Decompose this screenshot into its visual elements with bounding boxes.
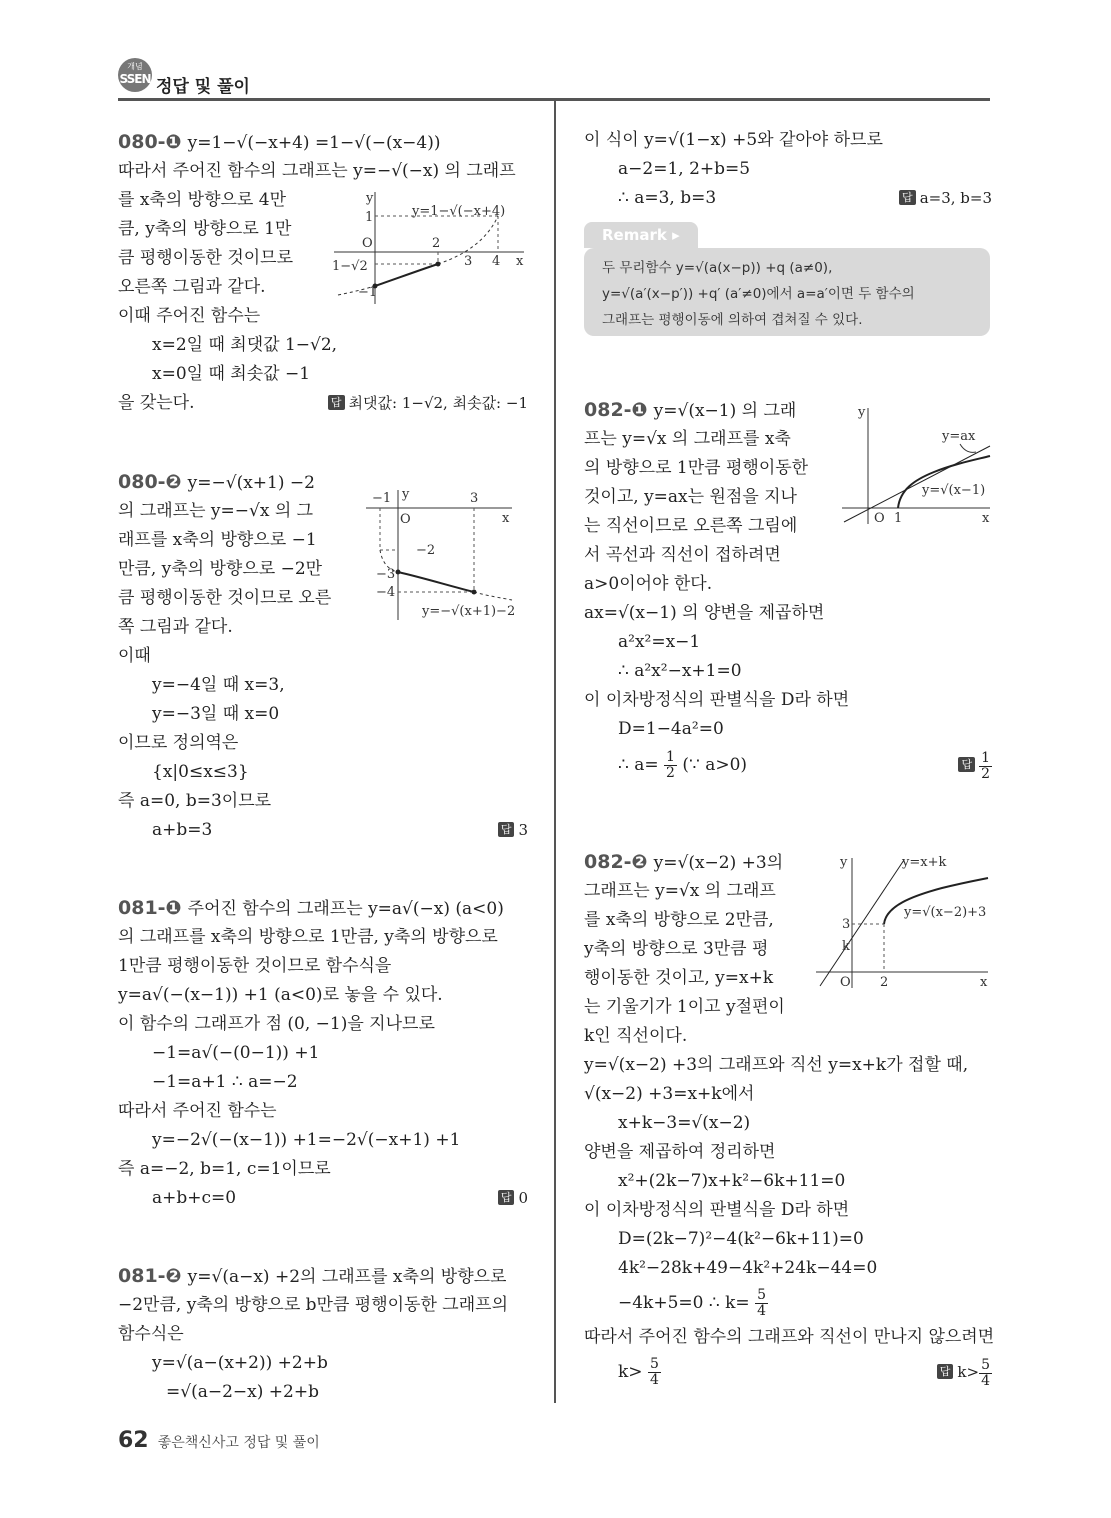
- series-badge: [118, 58, 152, 92]
- line: ∴ a=: [618, 755, 659, 775]
- remark-tag: Remark ▸: [584, 222, 698, 248]
- numerator: 5: [757, 1287, 766, 1303]
- line: 래프를 x축의 방향으로 −1: [118, 530, 317, 550]
- axis-label: x: [502, 511, 510, 526]
- problem-081-2-continued: [584, 126, 992, 213]
- line: y축의 방향으로 3만큼 평: [584, 939, 769, 959]
- line-y-x-plus-k: [820, 860, 904, 986]
- curve-dashed: [474, 592, 512, 600]
- line: √(x−2) +3=x+k에서: [584, 1084, 755, 1104]
- line: 행이동한 것이고, y=x+k: [584, 968, 774, 988]
- fraction: [755, 1288, 768, 1319]
- line: y=−3일 때 x=0: [152, 704, 280, 724]
- problem-081-2: [118, 1262, 528, 1407]
- tick-label: 2: [432, 236, 441, 251]
- tick-label: −2: [416, 543, 436, 558]
- graph-080-1: [328, 188, 528, 308]
- point: [396, 570, 401, 575]
- tick-label: 3: [464, 254, 473, 269]
- line: 프는 y=√x 의 그래프를 x축: [584, 429, 791, 449]
- answer-value: 3: [518, 821, 528, 839]
- line: y=√(x−1) 의 그래: [653, 401, 797, 421]
- axis-label: x: [982, 511, 990, 526]
- answer: [958, 744, 992, 786]
- line: 는 직선이므로 오른쪽 그림에: [584, 516, 798, 536]
- point: [436, 262, 441, 267]
- answer-tag: 답: [498, 822, 515, 837]
- line: x²+(2k−7)x+k²−6k+11=0: [618, 1171, 846, 1191]
- line: k>: [618, 1362, 643, 1382]
- line: y=−2√(−(x−1)) +1=−2√(−x+1) +1: [152, 1130, 461, 1150]
- line: 이 이차방정식의 판별식을 D라 하면: [584, 690, 850, 710]
- problem-id: 080-❶: [118, 131, 182, 153]
- line: 즉 a=0, b=3이므로: [118, 791, 272, 811]
- problem-id: 080-❷: [118, 471, 182, 493]
- line: 의 그래프는 y=−√x 의 그: [118, 501, 314, 521]
- line-label: y=ax: [942, 429, 976, 444]
- answer-value: a=3, b=3: [919, 189, 992, 207]
- page-footer: [118, 1428, 320, 1453]
- line: 따라서 주어진 함수의 그래프는 y=−√(−x) 의 그래프: [118, 161, 516, 181]
- origin-label: O: [874, 511, 885, 526]
- badge-top: 개념: [127, 62, 143, 71]
- numerator: 5: [649, 1356, 659, 1372]
- line: 따라서 주어진 함수는: [118, 1101, 277, 1121]
- denominator: 2: [666, 765, 675, 781]
- line: 의 방향으로 1만큼 평행이동한: [584, 458, 809, 478]
- denominator: 4: [757, 1303, 766, 1319]
- answer-tag: 답: [937, 1364, 954, 1379]
- axis-label: y: [840, 855, 848, 870]
- line-label: y=x+k: [902, 855, 947, 870]
- problem-081-1: [118, 894, 528, 1213]
- tick-label: k: [842, 939, 850, 954]
- line: ax=√(x−1) 의 양변을 제곱하면: [584, 603, 825, 623]
- remark-line: 두 무리함수 y=√(a(x−p)) +q (a≠0),: [602, 260, 833, 276]
- axis-label: x: [516, 254, 524, 269]
- line: y=√(x−2) +3의 그래프와 직선 y=x+k가 접할 때,: [584, 1055, 969, 1075]
- line: ∴ a²x²−x+1=0: [618, 661, 742, 681]
- line: 따라서 주어진 함수의 그래프와 직선이 만나지 않으려면: [584, 1327, 995, 1347]
- line: {x|0≤x≤3}: [152, 762, 249, 782]
- graph-080-2: [362, 486, 530, 624]
- tick-label: 1−√2: [332, 259, 368, 274]
- line: y=√(a−x) +2의 그래프를 x축의 방향으로: [187, 1267, 507, 1287]
- line: −1=a+1 ∴ a=−2: [152, 1072, 298, 1092]
- line: =√(a−2−x) +2+b: [166, 1382, 319, 1402]
- problem-id: 081-❷: [118, 1265, 182, 1287]
- line: ∴ a=3, b=3: [618, 188, 717, 208]
- numerator: 1: [666, 749, 675, 765]
- line: y=√(a−(x+2)) +2+b: [152, 1353, 328, 1373]
- curve-label: y=√(x−2)+3: [904, 905, 987, 920]
- axis-label: y: [858, 405, 866, 420]
- line: y=√(x−2) +3의: [653, 853, 784, 873]
- line: 이 식이 y=√(1−x) +5와 같아야 하므로: [584, 130, 883, 150]
- answer-tag: 답: [328, 395, 345, 410]
- line: x+k−3=√(x−2): [618, 1113, 751, 1133]
- axis-label: y: [366, 191, 374, 206]
- answer: [937, 1352, 992, 1392]
- origin-label: O: [400, 512, 411, 527]
- fraction: [648, 1357, 661, 1388]
- line: 그래프는 y=√x 의 그래프: [584, 881, 776, 901]
- graph-082-2: [812, 852, 994, 992]
- line: 를 x축의 방향으로 4만: [118, 190, 286, 210]
- answer: [498, 816, 528, 845]
- line: 즉 a=−2, b=1, c=1이므로: [118, 1159, 331, 1179]
- line: 큼 평행이동한 것이므로 오른: [118, 588, 332, 608]
- axis-label: x: [980, 975, 988, 990]
- answer-value: k>: [957, 1363, 980, 1381]
- line: 함수식은: [118, 1324, 184, 1344]
- remark-line: 그래프는 평행이동에 의하여 겹쳐질 수 있다.: [602, 312, 863, 328]
- line: −1=a√(−(0−1)) +1: [152, 1043, 320, 1063]
- line: 이므로 정의역은: [118, 733, 239, 753]
- line: 이때 주어진 함수는: [118, 306, 261, 326]
- answer: [899, 184, 992, 213]
- line: 주어진 함수의 그래프는 y=a√(−x) (a<0): [187, 899, 504, 919]
- line: 를 x축의 방향으로 2만큼,: [584, 910, 774, 930]
- tick-label: 1: [365, 210, 374, 225]
- graph-082-1: [838, 404, 994, 528]
- problem-id: 081-❶: [118, 897, 182, 919]
- line: 이 이차방정식의 판별식을 D라 하면: [584, 1200, 850, 1220]
- line: a+b+c=0: [152, 1188, 237, 1208]
- line: y=a√(−(x−1)) +1 (a<0)로 놓을 수 있다.: [118, 985, 443, 1005]
- line: −4k+5=0 ∴ k=: [618, 1293, 750, 1313]
- answer-tag: 답: [958, 757, 975, 772]
- line: a+b=3: [152, 820, 213, 840]
- column-divider: [554, 101, 556, 1403]
- line: 큼 평행이동한 것이므로: [118, 248, 294, 268]
- line: 서 곡선과 직선이 접하려면: [584, 545, 781, 565]
- leader: [960, 444, 976, 452]
- denominator: 2: [981, 765, 990, 782]
- line: 의 그래프를 x축의 방향으로 1만큼, y축의 방향으로: [118, 927, 498, 947]
- line: y=−4일 때 x=3,: [152, 675, 285, 695]
- line: D=(2k−7)²−4(k²−6k+11)=0: [618, 1229, 864, 1249]
- line: a>0이어야 한다.: [584, 574, 713, 594]
- answer-value: 최댓값: 1−√2, 최솟값: −1: [348, 394, 528, 412]
- answer-value: 0: [518, 1189, 528, 1207]
- answer-fraction: [979, 751, 992, 782]
- origin-label: O: [840, 975, 851, 990]
- tick-label: 2: [880, 975, 889, 990]
- curve-label: y=√(x−1): [922, 483, 986, 498]
- tick-label: 4: [492, 254, 501, 269]
- line: 쪽 그림과 같다.: [118, 617, 233, 637]
- line: y=1−√(−x+4) =1−√(−(x−4)): [187, 133, 441, 153]
- numerator: 1: [981, 749, 990, 766]
- curve-label: y=1−√(−x+4): [412, 204, 506, 219]
- origin-label: O: [362, 236, 373, 251]
- line: 양변을 제곱하여 정리하면: [584, 1142, 776, 1162]
- problem-id: 082-❷: [584, 851, 648, 873]
- line: 을 갖는다.: [118, 393, 195, 413]
- axis-label: y: [402, 487, 410, 502]
- page-number: 62: [118, 1428, 149, 1453]
- line: k인 직선이다.: [584, 1026, 688, 1046]
- line: x=0일 때 최솟값 −1: [152, 364, 311, 384]
- denominator: 4: [981, 1372, 990, 1389]
- answer-fraction: [979, 1358, 992, 1389]
- line: 큼, y축의 방향으로 1만: [118, 219, 292, 239]
- tick-label: 3: [470, 491, 479, 506]
- badge-bottom: SSEN: [119, 72, 151, 86]
- line: −2만큼, y축의 방향으로 b만큼 평행이동한 그래프의: [118, 1295, 508, 1315]
- line: 오른쪽 그림과 같다.: [118, 277, 266, 297]
- tick-label: −3: [376, 567, 396, 582]
- answer-tag: 답: [899, 190, 916, 205]
- line: 는 기울기가 1이고 y절편이: [584, 997, 785, 1017]
- curve: [898, 456, 990, 508]
- line: 이 함수의 그래프가 점 (0, −1)을 지나므로: [118, 1014, 435, 1034]
- point: [472, 590, 477, 595]
- section-title: 정답 및 풀이: [156, 77, 250, 97]
- line: 이때: [118, 646, 151, 666]
- remark-box: [584, 226, 990, 336]
- answer: [498, 1184, 528, 1213]
- numerator: 5: [981, 1356, 990, 1373]
- line: D=1−4a²=0: [618, 719, 724, 739]
- answer: [328, 389, 528, 418]
- tick-label: −4: [376, 585, 396, 600]
- tick-label: 1: [894, 511, 903, 526]
- problem-id: 082-❶: [584, 399, 648, 421]
- line: x=2일 때 최댓값 1−√2,: [152, 335, 338, 355]
- denominator: 4: [649, 1372, 659, 1388]
- curve-solid: [375, 264, 438, 286]
- fraction: [664, 750, 677, 781]
- line: 1만큼 평행이동한 것이므로 함수식을: [118, 956, 392, 976]
- line: a−2=1, 2+b=5: [618, 159, 751, 179]
- remark-line: y=√(a′(x−p′)) +q′ (a′≠0)에서 a=a′이면 두 함수의: [602, 286, 915, 302]
- tick-label: −1: [358, 285, 378, 300]
- curve-label: y=−√(x+1)−2: [422, 604, 516, 619]
- line: 것이고, y=ax는 원점을 지나: [584, 487, 797, 507]
- line: y=−√(x+1) −2: [187, 473, 315, 493]
- answer-tag: 답: [498, 1190, 515, 1205]
- footer-text: 좋은책신사고 정답 및 풀이: [157, 1435, 320, 1451]
- curve-solid: [398, 572, 474, 592]
- line: 4k²−28k+49−4k²+24k−44=0: [618, 1258, 878, 1278]
- line: a²x²=x−1: [618, 632, 701, 652]
- tick-label: 3: [842, 917, 851, 932]
- line: (∵ a>0): [682, 755, 748, 775]
- tick-label: −1: [372, 491, 392, 506]
- line: 만큼, y축의 방향으로 −2만: [118, 559, 323, 579]
